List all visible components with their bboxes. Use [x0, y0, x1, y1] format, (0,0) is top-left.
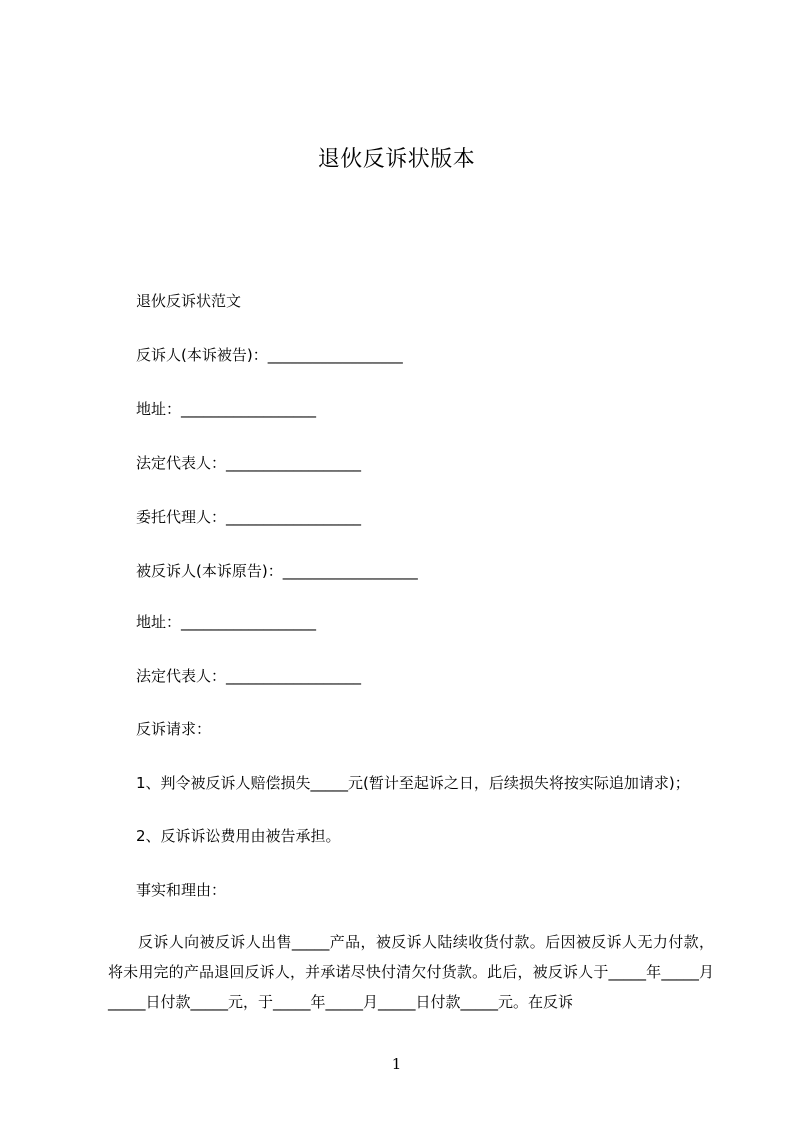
claims-heading: 反诉请求：: [136, 720, 212, 738]
facts-heading: 事实和理由：: [136, 881, 227, 899]
legal-rep-field-2: 法定代表人：__________________: [136, 667, 362, 685]
legal-rep-field-1: 法定代表人：__________________: [136, 454, 362, 472]
address-field-1: 地址：__________________: [136, 400, 317, 418]
counterclaimant-field: 反诉人(本诉被告)：__________________: [136, 346, 403, 364]
claim-item-2: 2、反诉诉讼费用由被告承担。: [136, 827, 341, 845]
agent-field: 委托代理人：__________________: [136, 508, 362, 526]
claim-item-1: 1、判令被反诉人赔偿损失_____元(暂计至起诉之日，后续损失将按实际追加请求)；: [136, 774, 690, 792]
address-field-2: 地址：__________________: [136, 613, 317, 631]
facts-paragraph: 反诉人向被反诉人出售_____产品，被反诉人陆续收货付款。后因被反诉人无力付款，将未用完的产品退回反诉人，并承诺尽快付清欠付货款。此后，被反诉人于_____年_____月_____日付款_____元，于_____年_____月_____日付款_____元。在反诉: [108, 933, 714, 1011]
page-number: 1: [391, 1055, 402, 1073]
document-title: 退伙反诉状版本: [317, 147, 476, 172]
document-subtitle: 退伙反诉状范文: [136, 292, 242, 310]
counter-defendant-field: 被反诉人(本诉原告)：__________________: [136, 562, 418, 580]
